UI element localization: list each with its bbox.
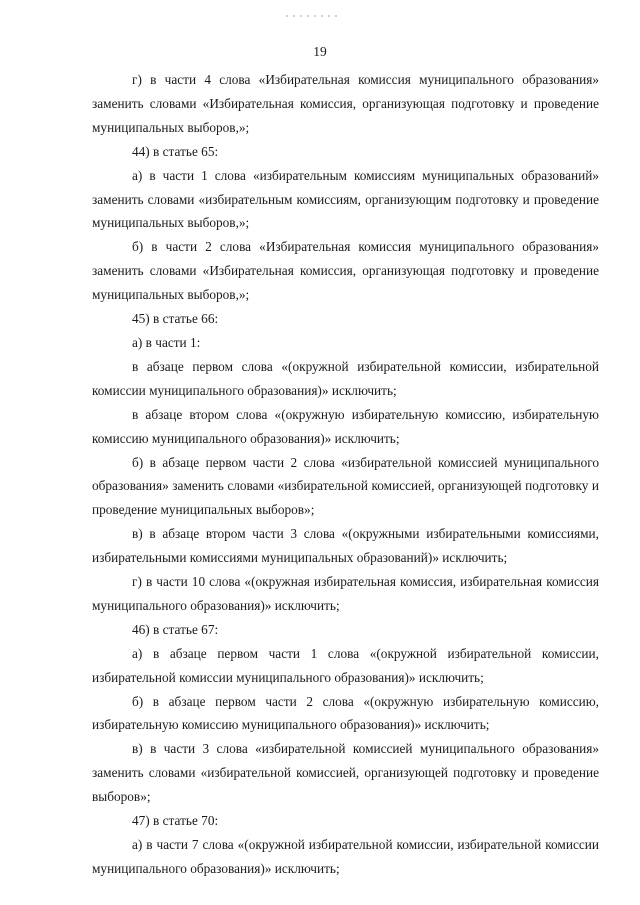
paragraph: б) в абзаце первом части 2 слова «(окружную избирательную комиссию, избирательную комиссию муниципального образования)» исключить; [92,693,599,733]
paragraph: а) в части 1 слова «избирательным комиссиям муниципальных образований» заменить словами «избирательным комиссиям, организующим подготовку и проведение муниципальных выборов,»; [92,167,599,231]
paragraph: г) в части 4 слова «Избирательная комиссия муниципального образования» заменить словами «Избирательная комиссия, организующая подготовку и проведение муниципальных выборов,»; [92,72,599,135]
document-body [92,68,599,881]
paragraph: в абзаце втором слова «(окружную избирательную комиссию, избирательную комиссию муниципального образования)» исключить; [92,406,599,446]
paragraph: 46) в статье 67: [132,621,219,637]
paragraph: а) в части 7 слова «(окружной избирательной комиссии, избирательной комиссии муниципального образования)» исключить; [92,837,599,876]
paragraph: 47) в статье 70: [132,813,219,829]
paragraph: в абзаце первом слова «(окружной избирательной комиссии, избирательной комиссии муниципального образования)» исключить; [92,358,599,398]
paragraph: б) в части 2 слова «Избирательная комиссия муниципального образования» заменить словами «Избирательная комиссия, организующая подготовку и проведение муниципальных выборов,»; [92,239,599,303]
paragraph: а) в абзаце первом части 1 слова «(окружной избирательной комиссии, избирательной комиссии муниципального образования)» исключить; [92,645,599,685]
paragraph: в) в части 3 слова «избирательной комиссией муниципального образования» заменить словами «избирательной комиссией, организующей подготовку и проведение выборов»; [92,741,599,805]
scan-artifact [286,4,356,8]
paragraph: 45) в статье 66: [132,311,219,327]
paragraph: 44) в статье 65: [132,143,219,159]
paragraph: г) в части 10 слова «(окружная избирательная комиссия, избирательная комиссия муниципального образования)» исключить; [92,574,599,613]
paragraph: б) в абзаце первом части 2 слова «избирательной комиссией муниципального образования» заменить словами «избирательной комиссией, организующей подготовку и проведение муниципальных выборов»; [92,454,599,518]
page-number: 19 [313,44,327,59]
paragraph: в) в абзаце втором части 3 слова «(окружными избирательными комиссиями, избирательными комиссиями муниципальных образований)» исключить; [92,526,599,566]
paragraph: а) в части 1: [132,334,201,350]
